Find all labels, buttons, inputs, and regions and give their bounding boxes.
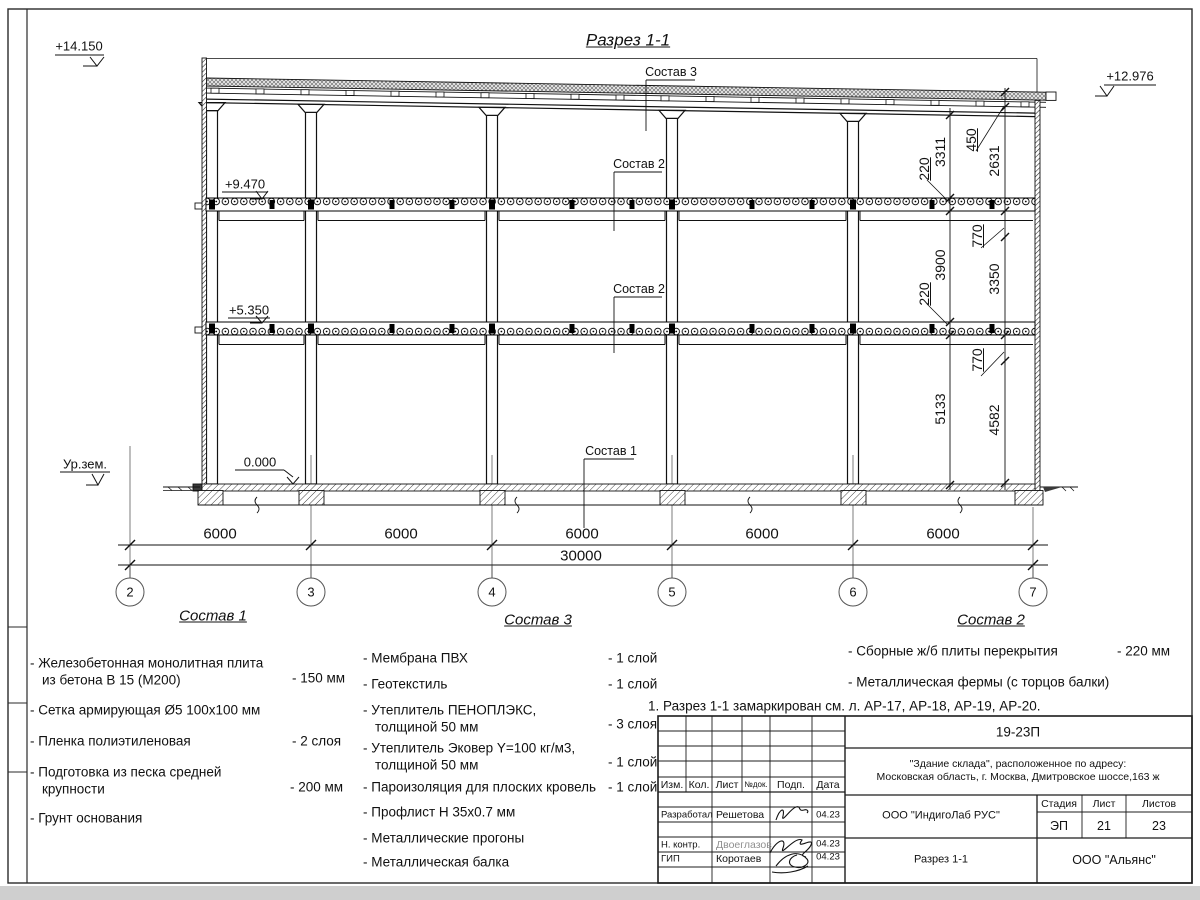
elevation-label-floor1: +5.350	[228, 302, 270, 318]
signature-strokes	[770, 807, 812, 873]
vdim-770-upper: 770	[969, 224, 985, 248]
section-title: Разрез 1-1	[585, 30, 671, 50]
titleblock-list-value: 21	[1097, 818, 1111, 833]
grid-bubble-7: 7	[1019, 578, 1048, 607]
list-item: толщиной 50 мм	[375, 719, 479, 735]
list-item: - Металлические прогоны	[363, 830, 525, 846]
callout-floor-lower: Состав 2	[613, 281, 665, 296]
list-item: из бетона В 15 (М200)	[42, 672, 181, 688]
note-text: 1. Разрез 1-1 замаркирован см. л. АР-17, АР-18, АР-19, АР-20.	[648, 698, 1041, 714]
list-item: - Пароизоляция для плоских кровель	[363, 779, 597, 795]
composition-1-title: Состав 1	[179, 607, 247, 625]
titleblock-listov-label: Листов	[1141, 797, 1177, 810]
titleblock-date-3: 04.23	[816, 851, 840, 863]
titleblock-list-label: Лист	[1092, 797, 1116, 810]
vdim-450: 450	[963, 128, 979, 152]
elevation-label-parapet: +14.150	[55, 38, 103, 54]
list-item: - Сборные ж/б плиты перекрытия	[848, 643, 1058, 659]
titleblock-col-data: Дата	[816, 778, 840, 791]
elevation-label-zero: 0.000	[243, 454, 277, 470]
dim-span-1: 6000	[203, 525, 237, 543]
vdim-770-lower: 770	[969, 348, 985, 372]
titleblock-stadia-label: Стадия	[1041, 797, 1077, 810]
list-value: - 3 слоя	[608, 716, 658, 732]
vdim-3900: 3900	[932, 249, 948, 281]
titleblock-date-1: 04.23	[816, 809, 840, 821]
list-value: - 1 слой	[608, 650, 658, 666]
titleblock-doc-code: 19-23П	[995, 724, 1041, 740]
titleblock-date-2: 04.23	[816, 838, 840, 850]
titleblock-name-2: Двоеглазов	[716, 838, 772, 851]
list-item: - Сетка армирующая Ø5 100х100 мм	[30, 702, 261, 718]
titleblock-address-2: Московская область, г. Москва, Дмитровское шоссе,163 ж	[876, 770, 1160, 783]
list-item: - Утеплитель Эковер Y=100 кг/м3,	[363, 740, 576, 756]
composition-2-title: Состав 2	[957, 611, 1025, 629]
list-item: - Пленка полиэтиленовая	[30, 733, 191, 749]
vdim-4582: 4582	[986, 404, 1002, 436]
callout-roof: Состав 3	[645, 64, 697, 79]
titleblock-col-list: Лист	[715, 778, 739, 791]
grid-bubble-4: 4	[478, 578, 507, 607]
ground-level-label: Ур.зем.	[62, 456, 108, 472]
vdim-220-lower: 220	[916, 282, 932, 306]
composition-3-title: Состав 3	[504, 611, 572, 629]
titleblock-company: ООО "Альянс"	[1072, 852, 1156, 867]
list-item: - Геотекстиль	[363, 676, 448, 692]
list-item: - Металлическая фермы (с торцов балки)	[848, 674, 1110, 690]
list-item: - Утеплитель ПЕНОПЛЭКС,	[363, 702, 537, 718]
vdim-220-upper: 220	[916, 157, 932, 181]
list-item: толщиной 50 мм	[375, 757, 479, 773]
list-item: - Мембрана ПВХ	[363, 650, 468, 666]
callout-floor-upper: Состав 2	[613, 156, 665, 171]
list-value: - 2 слоя	[292, 733, 342, 749]
vdim-3311: 3311	[932, 136, 948, 168]
dim-span-4: 6000	[745, 525, 779, 543]
titleblock-role-1: Разработал	[661, 809, 713, 821]
list-item: крупности	[42, 781, 105, 797]
grid-bubble-5: 5	[658, 578, 687, 607]
titleblock-col-izm: Изм.	[660, 778, 684, 791]
list-item: - Подготовка из песка средней	[30, 764, 222, 780]
outside-sheet-area	[0, 886, 1200, 900]
grid-bubble-2: 2	[116, 578, 145, 607]
grid-bubble-6: 6	[839, 578, 868, 607]
callout-slab: Состав 1	[585, 443, 637, 458]
list-item: - Профлист Н 35х0.7 мм	[363, 804, 516, 820]
list-item: - Железобетонная монолитная плита	[30, 655, 264, 671]
list-value: - 1 слой	[608, 676, 658, 692]
list-value: - 150 мм	[292, 670, 346, 686]
vdim-5133: 5133	[932, 393, 948, 425]
titleblock-role-3: ГИП	[661, 853, 680, 865]
titleblock-name-3: Коротаев	[716, 852, 762, 865]
titleblock-stadia-value: ЭП	[1050, 818, 1068, 833]
titleblock-name-1: Решетова	[716, 808, 765, 821]
titleblock-col-podp: Подп.	[777, 778, 805, 791]
dim-span-3: 6000	[565, 525, 599, 543]
list-item: - Металлическая балка	[363, 854, 510, 870]
vdim-2631: 2631	[986, 145, 1002, 177]
titleblock-listov-value: 23	[1152, 818, 1166, 833]
list-value: - 1 слой	[608, 779, 658, 795]
dim-span-5: 6000	[926, 525, 960, 543]
elevation-label-floor2: +9.470	[224, 176, 266, 192]
elevation-label-roof-right: +12.976	[1106, 68, 1154, 84]
dim-total: 30000	[560, 547, 602, 565]
titleblock-sheet-title: Разрез 1-1	[913, 853, 969, 866]
list-value: - 200 мм	[290, 779, 344, 795]
dim-span-2: 6000	[384, 525, 418, 543]
vdim-3350: 3350	[986, 263, 1002, 295]
grid-bubble-3: 3	[297, 578, 326, 607]
titleblock-address-1: "Здание склада", расположенное по адресу:	[909, 757, 1127, 770]
titleblock-org: ООО "ИндигоЛаб РУС"	[882, 809, 1000, 822]
titleblock-role-2: Н. контр.	[661, 839, 701, 851]
list-value: - 220 мм	[1117, 643, 1171, 659]
titleblock-col-doc: №док.	[744, 780, 768, 789]
list-item: - Грунт основания	[30, 810, 143, 826]
list-value: - 1 слой	[608, 754, 658, 770]
titleblock-col-kol: Кол.	[688, 778, 710, 791]
